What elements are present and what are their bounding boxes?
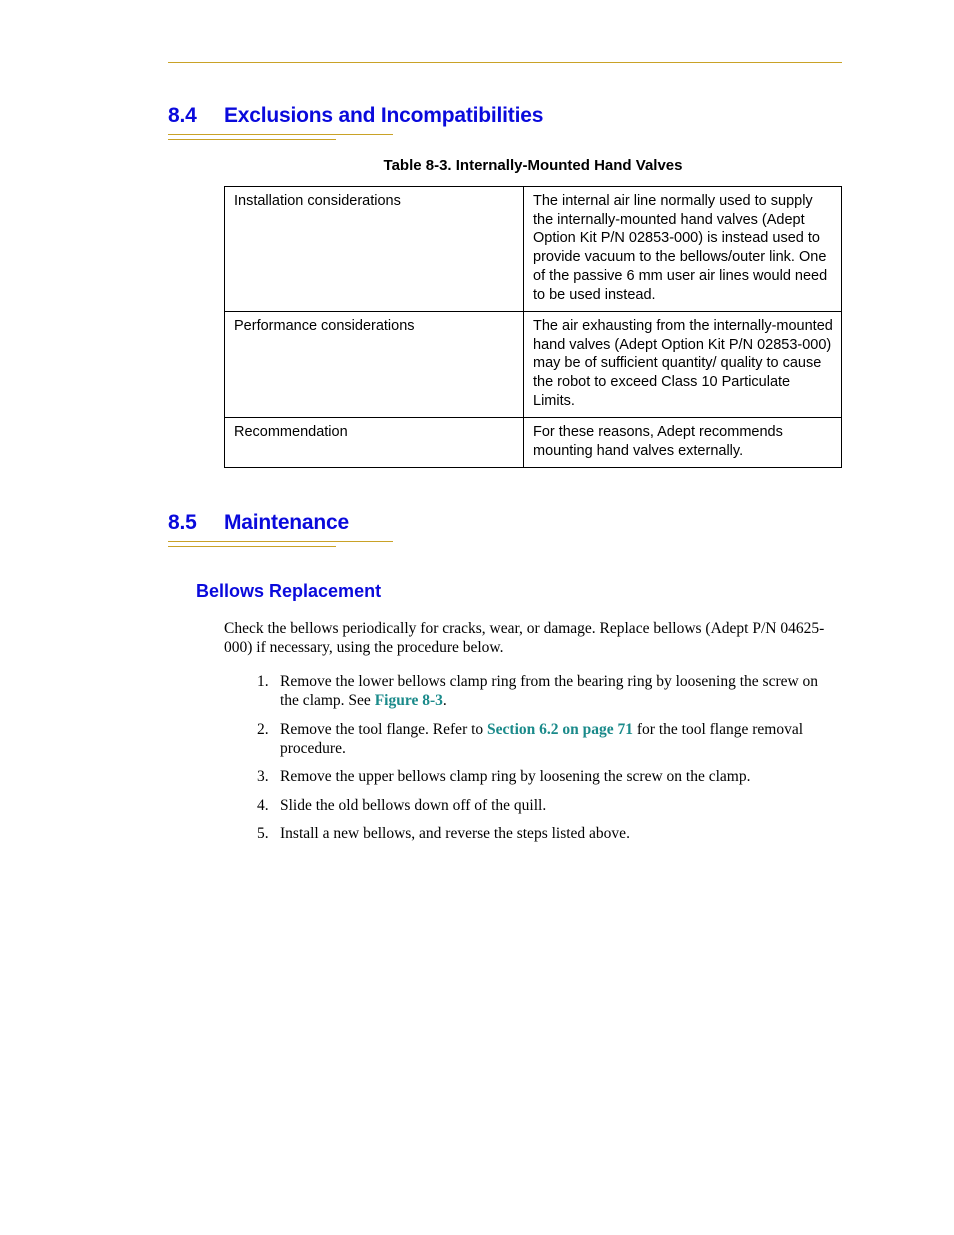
- subheading-bellows-replacement: Bellows Replacement: [196, 581, 382, 601]
- table-row: [225, 187, 842, 312]
- table-cell-label: Performance considerations: [225, 312, 524, 418]
- table-caption: Table 8-3. Internally-Mounted Hand Valves: [383, 157, 683, 174]
- step-text: .: [442, 692, 447, 709]
- list-item: [224, 767, 824, 786]
- table-row: [225, 418, 842, 468]
- step-text: Remove the lower bellows clamp ring from the bearing ring by loosening the screw on the clamp. See: [280, 673, 819, 709]
- table-cell-text: For these reasons, Adept recommends mounting hand valves externally.: [524, 418, 842, 468]
- step-number: 1.: [257, 673, 269, 690]
- section-title: Maintenance: [224, 511, 349, 534]
- step-text: Slide the old bellows down off of the quill.: [280, 796, 547, 814]
- step-text: for the tool flange removal procedure.: [280, 720, 804, 757]
- step-number: 2.: [257, 720, 269, 738]
- step-number: 5.: [257, 825, 269, 842]
- table-cell-text: The internal air line normally used to supply the internally-mounted hand valves (Adept Option Kit P/N 02853-000) is instead used to provide vacuum to the bellows/outer link. One of the passive 6 mm user air lines would need to be used instead.: [524, 187, 842, 312]
- step-number: 3.: [257, 768, 269, 785]
- section-6-2-link[interactable]: Section 6.2 on page 71: [487, 720, 634, 738]
- page-header-rule: [168, 62, 842, 63]
- step-text: Remove the upper bellows clamp ring by loosening the screw on the clamp.: [280, 768, 751, 785]
- step-text: Install a new bellows, and reverse the steps listed above.: [280, 825, 630, 842]
- section-number: 8.4: [168, 104, 197, 127]
- heading-rule: [168, 134, 393, 135]
- step-text: Remove the tool flange. Refer to: [280, 720, 488, 738]
- heading-rule: [168, 139, 336, 140]
- list-item: [224, 720, 824, 758]
- table-cell-label: Installation considerations: [225, 187, 524, 312]
- hand-valves-table: [224, 186, 842, 468]
- list-item: [224, 824, 824, 843]
- table-cell-text: The air exhausting from the internally-mounted hand valves (Adept Option Kit P/N 02853-000) may be of sufficient quantity/ quality to cause the robot to exceed Class 10 Particulate Limits.: [524, 312, 842, 418]
- procedure-steps: [224, 672, 824, 853]
- section-number: 8.5: [168, 511, 197, 534]
- figure-8-3-link[interactable]: Figure 8-3: [374, 692, 443, 709]
- section-heading-8-5: [168, 511, 349, 535]
- intro-paragraph: Check the bellows periodically for cracks, wear, or damage. Replace bellows (Adept P/N 04625-000) if necessary, using the procedure below.: [224, 620, 825, 656]
- step-number: 4.: [257, 796, 269, 814]
- heading-rule: [168, 541, 393, 542]
- list-item: [224, 672, 824, 710]
- section-title: Exclusions and Incompatibilities: [224, 104, 544, 127]
- list-item: [224, 796, 824, 815]
- table-cell-label: Recommendation: [225, 418, 524, 468]
- section-heading-8-4: [168, 104, 543, 128]
- table-row: [225, 312, 842, 418]
- heading-rule: [168, 546, 336, 547]
